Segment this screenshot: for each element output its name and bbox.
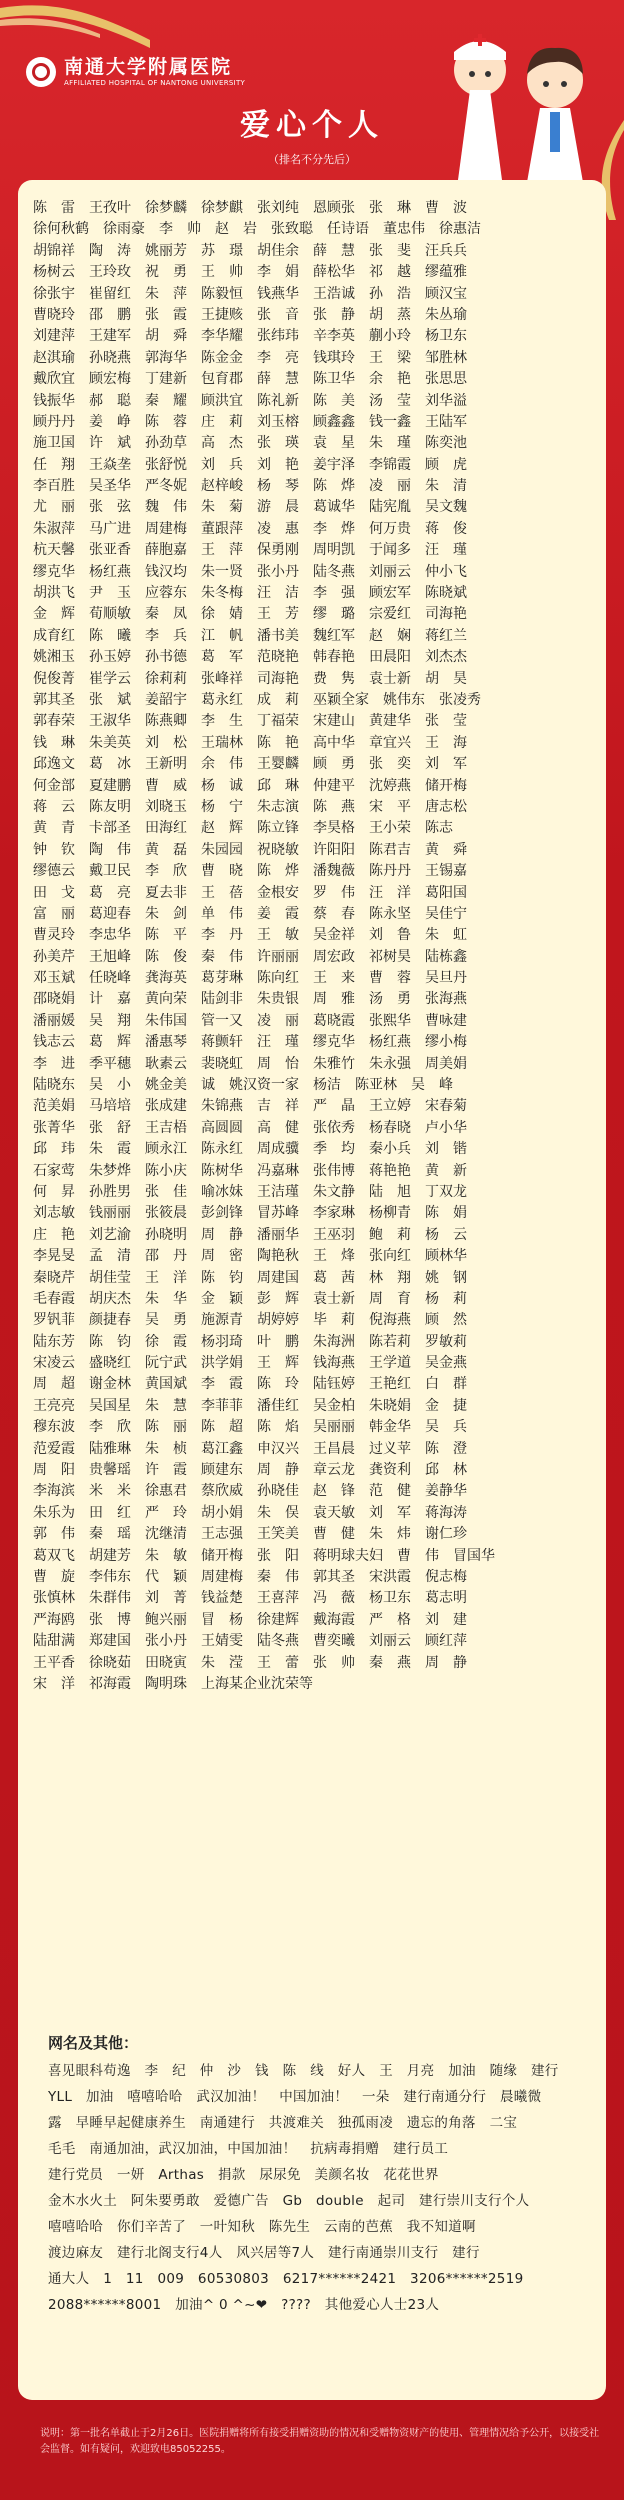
network-name-row: 建行党员 一妍 Arthas 捐款 尿尿免 美颜名妆 花花世界	[48, 2167, 439, 2183]
name-row: 姚湘玉 孙玉婷 孙书德 葛 军 范晓艳 韩春艳 田晨阳 刘杰杰	[33, 649, 467, 666]
name-row: 郭春荣 王淑华 陈燕卿 李 生 丁福荣 宋建山 黄建华 张 莹	[33, 713, 467, 730]
page-subtitle: （排名不分先后）	[268, 153, 356, 166]
name-row: 王亮亮 吴国星 朱 慧 李菲菲 潘佳红 吴金柏 朱晓娟 金 捷	[33, 1397, 467, 1414]
name-row: 杨树云 王玲玫 祝 勇 王 帅 李 娟 薛松华 祁 越 缪蕴雅	[33, 264, 467, 281]
network-name-row: 渡边麻友 建行北阁支行4人 风兴居等7人 建行南通崇川支行 建行	[48, 2245, 480, 2261]
name-row: 曹灵玲 李忠华 陈 平 李 丹 王 敏 吴金祥 刘 鲁 朱 虹	[33, 927, 467, 944]
name-row: 何 昇 孙胜男 张 佳 喻冰妹 王洁瑾 朱文静 陆 旭 丁双龙	[33, 1183, 467, 1200]
name-row: 李 进 季平穗 耿素云 裴晓虹 周 怡 朱雅竹 朱永强 周美娟	[33, 1055, 467, 1072]
name-row: 庄 艳 刘艺渝 孙晓明 周 静 潘丽华 王巫羽 鲍 莉 杨 云	[33, 1226, 467, 1243]
name-row: 张慎林 朱群伟 刘 菁 钱益楚 王喜萍 冯 薇 杨卫东 葛志明	[33, 1590, 467, 1607]
name-row: 胡锦祥 陶 涛 姚丽芳 苏 璟 胡佳余 薛 慧 张 斐 汪兵兵	[33, 242, 467, 259]
network-name-row: 嘻嘻哈哈 你们辛苦了 一叶知秋 陈先生 云南的芭蕉 我不知道啊	[48, 2219, 476, 2235]
donor-name-list	[33, 198, 601, 1695]
name-row: 葛双飞 胡建芳 朱 敏 储开梅 张 阳 蒋明球夫妇 曹 伟 冒国华	[33, 1547, 495, 1564]
name-row: 徐张宇 崔留红 朱 萍 陈毅恒 钱燕华 王浩诚 孙 浩 顾汉宝	[33, 285, 467, 302]
name-row: 施卫国 许 斌 孙劲草 高 杰 张 瑛 袁 星 朱 瑾 陈奕池	[33, 435, 467, 452]
name-row: 张菁华 张 舒 王吉梧 高圆圆 高 健 张依秀 杨春晓 卢小华	[33, 1119, 467, 1136]
name-row: 李海滨 米 米 徐惠君 蔡欣威 孙晓佳 赵 锋 范 健 姜静华	[33, 1483, 467, 1500]
hospital-name-cn: 南通大学附属医院	[64, 56, 233, 78]
network-name-row: 金木水火土 阿朱要勇敢 爱德广告 Gb double 起司 建行崇川支行个人	[48, 2193, 530, 2209]
name-row: 潘丽媛 吴 翔 朱伟国 管一又 凌 丽 葛晓霞 张熙华 曹咏建	[33, 1012, 467, 1029]
name-row: 戴欣宜 顾宏梅 丁建新 包育郡 薛 慧 陈卫华 余 艳 张思思	[33, 371, 467, 388]
name-row: 李晃旻 孟 清 邵 丹 周 密 陶艳秋 王 烽 张向红 顾林华	[33, 1248, 467, 1265]
name-row: 徐何秋鹤 徐雨豪 李 帅 赵 岩 张致聪 任诗语 董忠伟 徐惠洁	[33, 221, 481, 238]
name-row: 孙美芹 王旭峰 陈 俊 秦 伟 许丽丽 周宏政 祁树昊 陆栋鑫	[33, 948, 467, 965]
name-row: 朱乐为 田 红 严 玲 胡小娟 朱 俣 袁天敏 刘 军 蒋海涛	[33, 1504, 467, 1521]
name-row: 范美娟 马培培 张成建 朱锦燕 吉 祥 严 晶 王立婷 宋春菊	[33, 1098, 467, 1115]
name-row: 石家莺 朱梦烨 陈小庆 陈树华 冯嘉琳 张伟博 蒋艳艳 黄 新	[33, 1162, 467, 1179]
name-row: 朱淑萍 马广进 周建梅 董跟萍 凌 惠 李 烨 何万贵 蒋 俊	[33, 520, 467, 537]
network-name-row: 2088******8001 加油^ 0 ^~❤ ???? 其他爱心人士23人	[48, 2297, 440, 2313]
name-row: 何金部 夏建鹏 曹 威 杨 诚 邱 琳 仲建平 沈婷燕 储开梅	[33, 777, 467, 794]
name-row: 陆晓东 吴 小 姚金美 诚 姚汉资一家 杨洁 陈亚林 吴 峰	[33, 1077, 453, 1094]
name-row: 王平香 徐晓茹 田晓寅 朱 滢 王 蕾 张 帅 秦 燕 周 静	[33, 1654, 467, 1671]
name-row: 钱 琳 朱美英 刘 松 王瑞林 陈 艳 高中华 章宜兴 王 海	[33, 734, 467, 751]
name-row: 邱 玮 朱 霞 顾永江 陈永红 周成骥 季 均 秦小兵 刘 锴	[33, 1141, 467, 1158]
name-row: 刘建萍 王建军 胡 舜 李华耀 张纬玮 辛李英 蒯小玲 杨卫东	[33, 328, 467, 345]
name-row: 杭天馨 张亚香 薛胞嘉 王 萍 保勇刚 周明凯 于闻多 汪 瑾	[33, 542, 467, 559]
name-row: 陈 雷 王孜叶 徐梦麟 徐梦麒 张刘纯 恩顾张 张 琳 曹 波	[33, 200, 467, 216]
name-row: 富 丽 葛迎春 朱 剑 单 伟 姜 霞 蔡 春 陈永坚 吴佳宁	[33, 905, 467, 922]
name-row: 邓玉斌 任晓峰 龚海英 葛芽琳 陈向红 王 来 曹 蓉 吴旦丹	[33, 970, 467, 987]
network-name-row: YLL 加油 嘻嘻哈哈 武汉加油！ 中国加油！ 一朵 建行南通分行 晨曦微	[48, 2089, 542, 2105]
network-names-heading: 网名及其他：	[48, 2034, 139, 2052]
name-row: 邵晓娟 计 嘉 黄向荣 陆剑非 朱贵银 周 雅 汤 勇 张海燕	[33, 991, 467, 1008]
name-row: 宋 洋 祁海霞 陶明珠 上海某企业沈荣等	[33, 1675, 313, 1692]
name-row: 胡洪飞 尹 玉 应蓉东 朱冬梅 汪 洁 李 强 顾宏军 陈晓斌	[33, 585, 467, 602]
name-row: 陆甜满 郑建国 张小丹 王婧雯 陆冬燕 曹奕曦 刘丽云 顾红萍	[33, 1633, 467, 1650]
name-row: 罗钒菲 颜捷春 吴 勇 施源青 胡婷婷 毕 莉 倪海燕 顾 然	[33, 1312, 467, 1329]
hospital-name-en: AFFILIATED HOSPITAL OF NANTONG UNIVERSITY	[64, 79, 246, 87]
name-row: 任 翔 王焱垄 张舒悦 刘 兵 刘 艳 姜宇泽 李锦霞 顾 虎	[33, 456, 467, 473]
name-row: 金 辉 荀顺敏 秦 凤 徐 婧 王 芳 缪 璐 宗爱红 司海艳	[33, 606, 467, 623]
name-row: 蒋 云 陈友明 刘晓玉 杨 宁 朱志演 陈 燕 宋 平 唐志松	[33, 798, 467, 815]
name-row: 赵淇瑜 孙晓燕 郭海华 陈金金 李 亮 钱琪玲 王 梁 邹胜林	[33, 349, 467, 366]
hospital-logo	[26, 56, 245, 88]
network-name-row: 喜见眼科苟逸 李 纪 仲 沙 钱 陈 线 好人 王 月亮 加油 随缘 建行	[48, 2063, 559, 2079]
name-row: 秦晓芹 胡佳莹 王 洋 陈 钧 周建国 葛 茜 林 翔 姚 钢	[33, 1269, 467, 1286]
name-row: 成育红 陈 曦 李 兵 江 帆 潘书美 魏红军 赵 娴 蒋红兰	[33, 627, 467, 644]
name-row: 缪克华 杨红燕 钱汉均 朱一贤 张小丹 陆冬燕 刘丽云 仲小飞	[33, 563, 467, 580]
name-row: 田 戈 葛 亮 夏去非 王 蓓 金根安 罗 伟 汪 洋 葛阳国	[33, 884, 467, 901]
name-row: 钱志云 葛 辉 潘惠琴 蒋颤轩 汪 瑾 缪克华 杨红燕 缪小梅	[33, 1034, 467, 1051]
network-name-row: 通大人 1 11 009 60530803 6217******2421 3206******2519	[48, 2271, 524, 2287]
footer-note: 说明：第一批名单截止于2月26日。医院捐赠将所有接受捐赠资助的情况和受赠物资财产的使用、管理情况给予公开，以接受社会监督。如有疑问，欢迎致电85052255。	[40, 2428, 600, 2455]
hospital-emblem-icon	[26, 57, 56, 87]
name-row: 邱逸文 葛 冰 王新明 余 伟 王婴麟 顾 勇 张 奕 刘 军	[33, 756, 467, 773]
name-row: 曹 旋 李伟东 代 颖 周建梅 秦 伟 郭其圣 宋洪霞 倪志梅	[33, 1569, 467, 1585]
network-name-row: 毛毛 南通加油，武汉加油，中国加油！ 抗病毒捐赠 建行员工	[48, 2141, 449, 2157]
name-row: 郭其圣 张 斌 姜韶宇 葛永红 成 莉 巫颖全家 姚伟东 张凌秀	[33, 691, 481, 708]
name-row: 宋凌云 盛晓红 阮宁武 洪学娟 王 辉 钱海燕 王学道 吴金燕	[33, 1355, 467, 1372]
name-row: 钟 钦 陶 伟 黄 磊 朱园园 祝晓敏 许阳阳 陈君吉 黄 舜	[33, 841, 467, 858]
page-title: 爱心个人	[240, 108, 384, 143]
network-name-row: 露 早睡早起健康养生 南通建行 共渡难关 独孤雨凌 遗忘的角落 二宝	[48, 2115, 518, 2131]
name-row: 毛春霞 胡庆杰 朱 华 金 颖 彭 辉 袁士新 周 育 杨 莉	[33, 1290, 467, 1307]
name-row: 黄 青 卡部圣 田海红 赵 辉 陈立锋 李昊格 王小荣 陈志	[33, 820, 453, 837]
name-row: 严海鸥 张 博 鲍兴丽 冒 杨 徐建辉 戴海霞 严 格 刘 建	[33, 1611, 467, 1628]
name-row: 钱振华 郝 聪 秦 耀 顾洪宜 陈礼新 陈 美 汤 莹 刘华溢	[33, 392, 467, 409]
name-row: 顾丹丹 姜 峥 陈 蓉 庄 莉 刘玉榕 顾鑫鑫 钱一鑫 王陆军	[33, 413, 467, 430]
name-row: 曹晓玲 邵 鹏 张 霞 王捷赅 张 音 张 静 胡 蒸 朱丛瑜	[33, 306, 467, 323]
name-row: 周 阳 贵馨瑶 许 霞 顾建东 周 静 章云龙 龚资利 邱 林	[33, 1462, 467, 1479]
name-row: 缪德云 戴卫民 李 欣 曹 晓 陈 烨 潘魏薇 陈丹丹 王锡嘉	[33, 863, 467, 880]
name-row: 倪俊菁 崔学云 徐莉莉 张峰祥 司海艳 费 隽 袁士新 胡 昊	[33, 670, 467, 687]
name-row: 周 超 谢金林 黄国斌 李 霞 陈 玲 陆钰婷 王艳红 白 群	[33, 1376, 467, 1393]
name-row: 穆东波 李 欣 陈 丽 陈 超 陈 焰 吴丽丽 韩金华 吴 兵	[33, 1419, 467, 1436]
name-row: 尤 丽 张 弦 魏 伟 朱 菊 游 晨 葛诚华 陆宪胤 吴文魏	[33, 499, 467, 516]
name-row: 范爱霞 陆雅琳 朱 桢 葛江鑫 申汉兴 王昌晨 过义苹 陈 澄	[33, 1440, 467, 1457]
network-name-list	[48, 2058, 578, 2318]
name-row: 陆东芳 陈 钧 徐 霞 杨羽琦 叶 鹏 朱海洲 陈若莉 罗敏莉	[33, 1333, 467, 1350]
name-row: 刘志敏 钱丽丽 张筱晨 彭剑锋 冒苏峰 李家琳 杨柳青 陈 娟	[33, 1205, 467, 1222]
name-row: 郭 伟 秦 瑶 沈继清 王志强 王笑美 曹 健 朱 炜 谢仁珍	[33, 1526, 467, 1543]
name-row: 李百胜 吴圣华 严冬妮 赵梓峻 杨 琴 陈 烨 凌 丽 朱 清	[33, 478, 467, 495]
gold-ribbon-decoration	[0, 0, 150, 60]
header	[0, 0, 624, 180]
